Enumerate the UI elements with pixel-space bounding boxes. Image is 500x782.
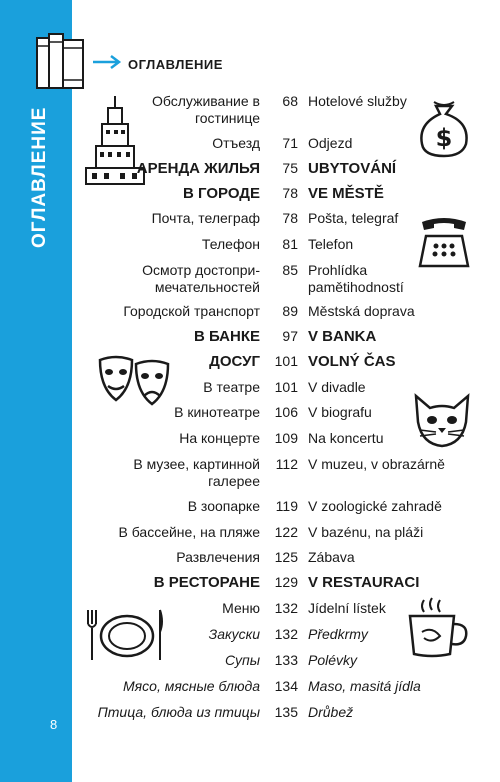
toc-ru-label: На концерте [179,430,260,446]
toc-page: 134 [274,678,298,694]
toc-ru-label: Отъезд [212,135,260,151]
toc-page: 101 [274,379,298,395]
toc-ru-label: ДОСУГ [209,353,260,370]
toc-ru-label: АРЕНДА ЖИЛЬЯ [136,160,260,177]
toc-cz-label: V RESTAURACI [308,574,420,591]
toc-page: 78 [282,210,298,226]
toc-page: 68 [282,93,298,109]
toc-cz-label: V biografu [308,404,372,420]
toc-page: 129 [274,574,298,590]
toc-cz-label: Polévky [308,652,358,668]
toc-ru-label: Осмотр достопри-мечательностей [142,262,260,295]
toc-cz-label: Předkrmy [308,626,368,642]
toc-page: 85 [282,262,298,278]
toc-page: 81 [282,236,298,252]
toc-page: 133 [274,652,298,668]
svg-text:$: $ [435,124,453,152]
toc-cz-label: Prohlídka pamětihodností [308,262,404,295]
toc-ru-label: В музее, картинной галерее [133,456,260,489]
toc-cz-label: V BANKA [308,328,377,345]
page-number: 8 [50,717,58,732]
toc-cz-label: UBYTOVÁNÍ [308,160,397,177]
toc-ru-label: Телефон [201,236,260,252]
toc-ru-label: Мясо, мясные блюда [123,678,260,694]
toc-page: 97 [282,328,298,344]
toc-page: 89 [282,303,298,319]
toc-cz-label: VE MĚSTĚ [308,185,384,202]
toc-ru-label: Обслуживание в гостинице [152,93,260,126]
toc-cz-label: Hotelové služby [308,93,407,109]
toc-page: 112 [275,456,298,472]
toc-ru-label: Почта, телеграф [151,210,260,226]
toc-page: 101 [274,353,298,369]
toc-page: 125 [274,549,298,565]
toc-cz-label: VOLNÝ ČAS [308,353,396,370]
toc-cz-label: V divadle [308,379,366,395]
sidebar [0,0,72,782]
toc-page: 78 [282,185,298,201]
toc-ru-label: Развлечения [176,549,260,565]
toc-page: 75 [282,160,298,176]
toc-cz-label: Maso, masitá jídla [308,678,421,694]
toc-cz-label: Drůbež [308,704,354,720]
toc-page: 135 [274,704,298,720]
toc-cz-label: Městská doprava [308,303,415,319]
toc-ru-label: Птица, блюда из птицы [97,704,260,720]
toc-ru-label: Закуски [208,626,260,642]
toc-cz-label: Telefon [308,236,354,252]
toc-cz-label: Pošta, telegraf [308,210,399,226]
toc-page: 109 [274,430,298,446]
arrow-icon [92,54,122,70]
toc-ru-label: В театре [203,379,260,395]
toc-cz-label: Na koncertu [308,430,384,446]
toc-ru-label: В БАНКЕ [193,328,260,345]
toc-cz-label: V bazénu, na pláži [308,524,424,540]
toc-cz-label: V muzeu, v obrazárně [308,456,445,472]
books-icon [33,28,89,92]
toc-cz-label: V zoologické zahradě [308,498,442,514]
toc-ru-label: В РЕСТОРАНЕ [153,574,260,591]
toc-cz-label: Jídelní lístek [308,600,386,616]
toc-ru-label: В кинотеатре [174,404,260,420]
toc-cz-label: Odjezd [308,135,353,151]
toc-ru-label: В ГОРОДЕ [183,185,260,202]
toc-ru-label: Городской транспорт [123,303,260,319]
toc-ru-label: Супы [225,652,260,668]
contents-header: ОГЛАВЛЕНИЕ [128,57,223,72]
toc-cz-label: Zábava [308,549,355,565]
toc-page: 132 [274,600,298,616]
toc-ru-label: Меню [222,600,260,616]
toc-page: 106 [274,404,298,420]
toc-page: 122 [274,524,298,540]
toc-page: 71 [282,135,298,151]
toc-page: 119 [275,498,298,514]
toc-page: 132 [274,626,298,642]
toc-ru-label: В бассейне, на пляже [118,524,260,540]
toc-ru-label: В зоопарке [187,498,260,514]
sidebar-title: ОГЛАВЛЕНИЕ [29,106,50,248]
